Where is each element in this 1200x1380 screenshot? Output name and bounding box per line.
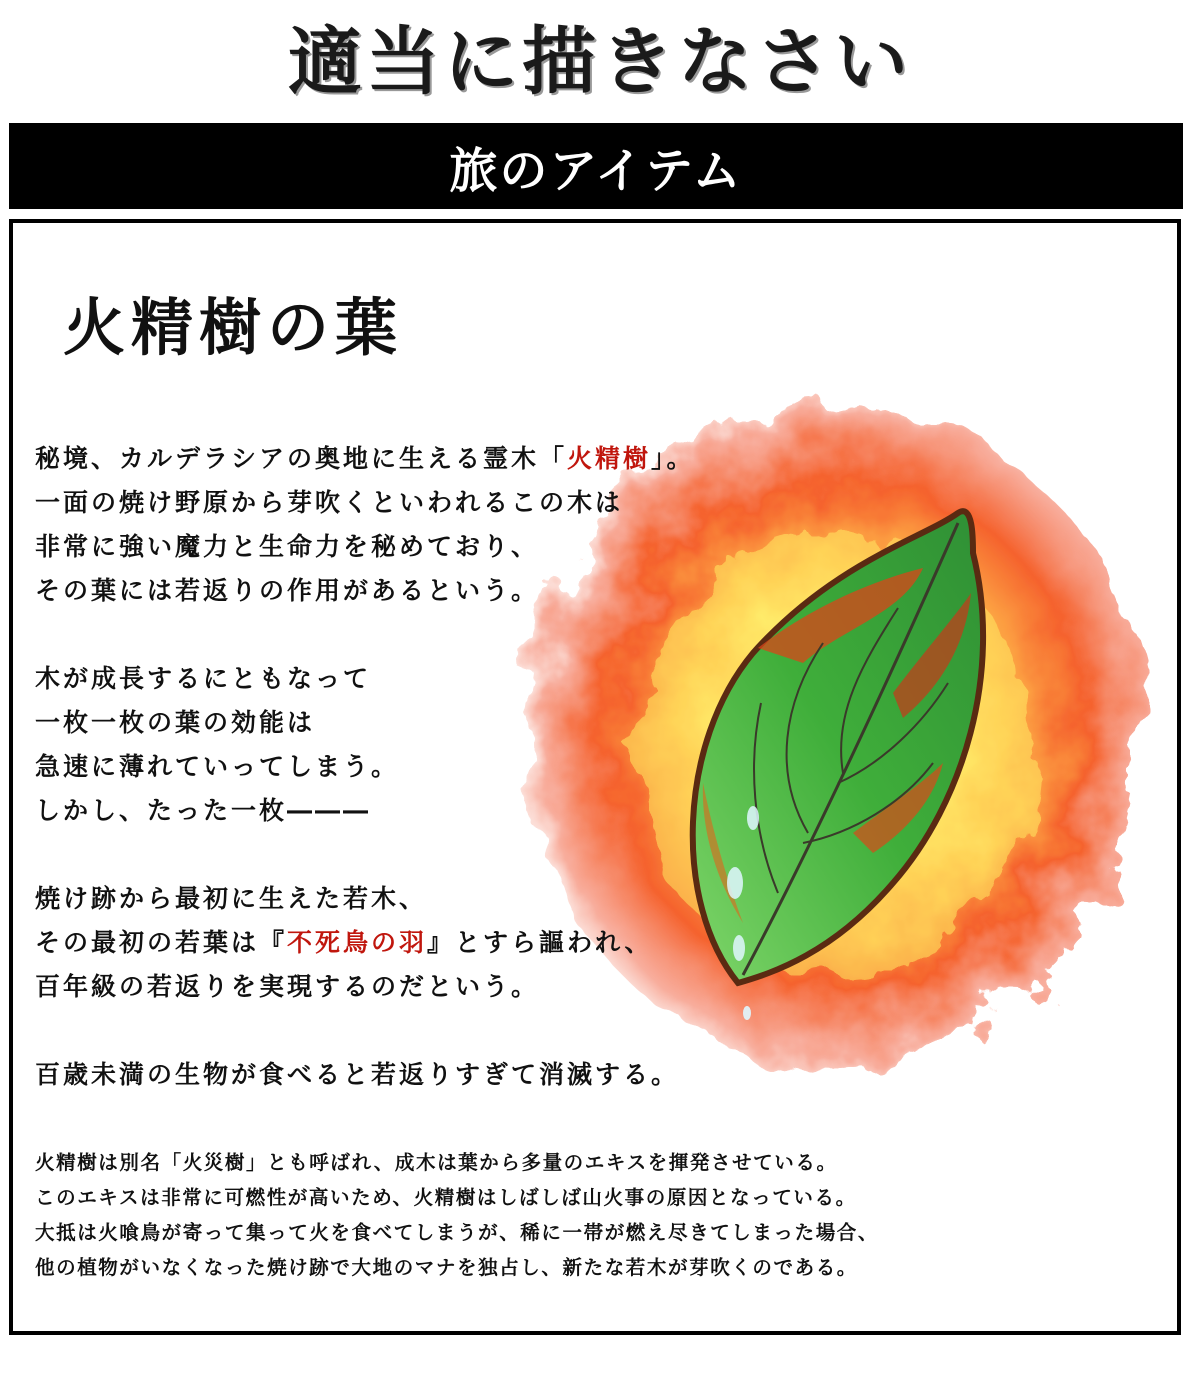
item-name: 火精樹の葉 [63, 291, 404, 364]
category-banner: 旅のアイテム [9, 123, 1183, 209]
footnote-line: 他の植物がいなくなった焼け跡で大地のマナを独占し、新たな若木が芽吹くのである。 [35, 1256, 858, 1279]
description-line: 急速に薄れていってしまう。 [35, 752, 400, 781]
description-line: 一枚一枚の葉の効能は [35, 708, 316, 737]
item-card [9, 219, 1181, 1335]
description-line: 百歳未満の生物が食べると若返りすぎて消滅する。 [35, 1060, 680, 1089]
description-line: 一面の焼け野原から芽吹くといわれるこの木は [35, 488, 624, 517]
description-line: 非常に強い魔力と生命力を秘めており、 [35, 532, 540, 561]
description-line: その葉には若返りの作用があるという。 [35, 576, 540, 605]
highlight-text: 火精樹 [567, 444, 652, 473]
footnote-line: このエキスは非常に可燃性が高いため、火精樹はしばしば山火事の原因となっている。 [35, 1186, 857, 1209]
description-line: しかし、たった一枚――― [35, 796, 372, 825]
description-line [35, 437, 835, 481]
description-text: 秘境、カルデラシアの奥地に生える霊木「 [35, 444, 568, 473]
description-line [35, 921, 835, 965]
footnote-line: 大抵は火喰鳥が寄って集って火を食べてしまうが、稀に一帯が燃え尽きてしまった場合、 [35, 1221, 880, 1244]
item-description [35, 437, 835, 1097]
description-line: 焼け跡から最初に生えた若木、 [35, 884, 428, 913]
page-title: 適当に描きなさい [288, 19, 912, 105]
description-text: 」。 [651, 444, 695, 473]
highlight-text: 不死鳥の羽 [287, 928, 428, 957]
footnote-line: 火精樹は別名「火災樹」とも呼ばれ、成木は葉から多量のエキスを揮発させている。 [35, 1151, 838, 1174]
description-text: その最初の若葉は『 [35, 928, 288, 957]
description-text: 』とすら謳われ、 [427, 928, 653, 957]
footnote [35, 1145, 1155, 1285]
description-line: 百年級の若返りを実現するのだという。 [35, 972, 540, 1001]
description-line: 木が成長するにともなって [35, 664, 372, 693]
